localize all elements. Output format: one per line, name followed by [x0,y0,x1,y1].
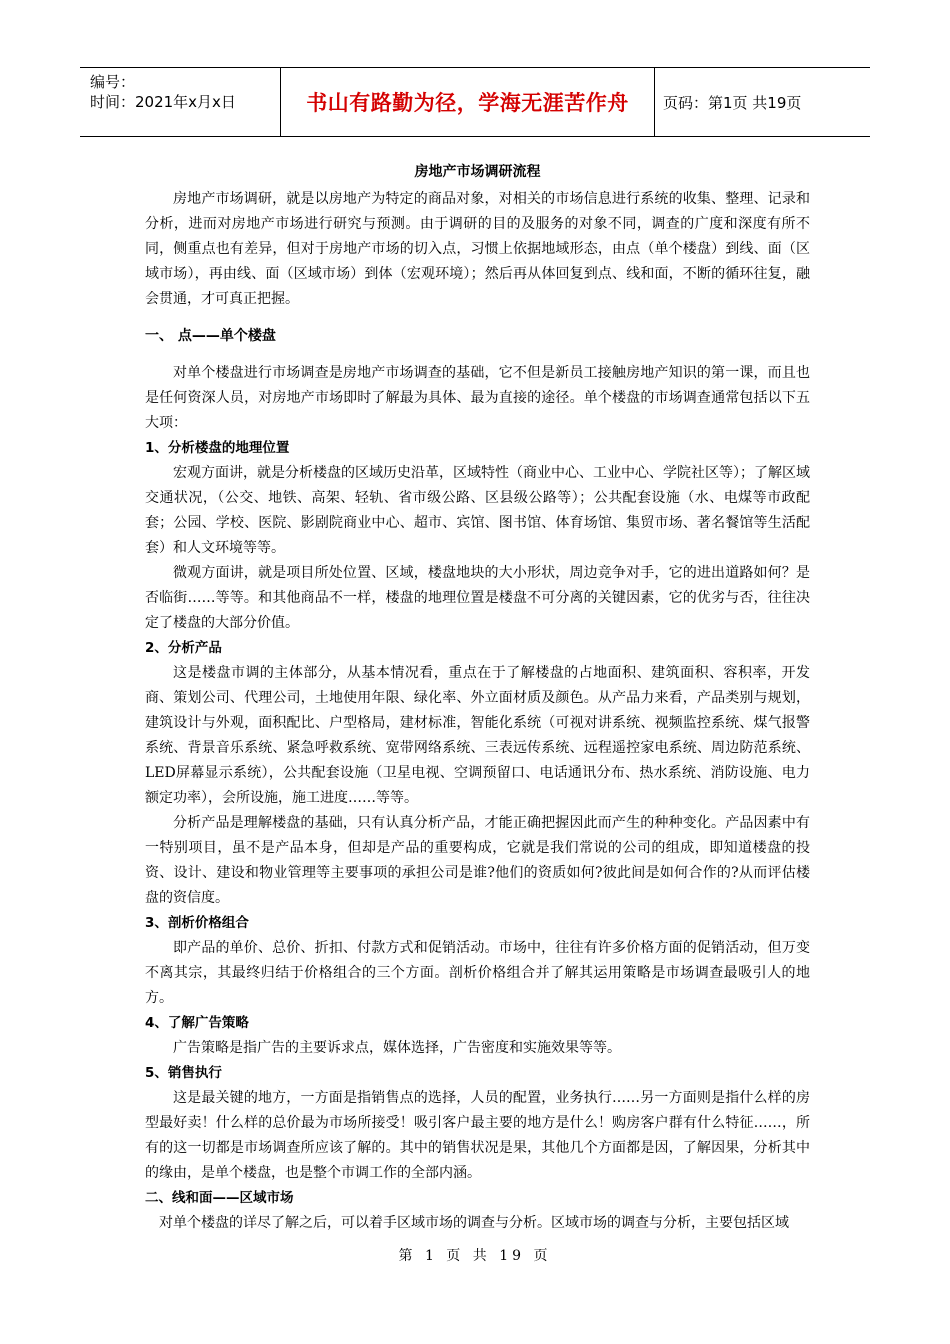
header-meta [80,68,280,136]
header-table [80,67,870,137]
page-info: 页码：第1页 共19页 [663,93,802,112]
document-body [145,160,810,1236]
header-page-info-cell [655,68,870,136]
header-motto-cell [280,68,655,136]
sub5-heading: 5、销售执行 [145,1065,222,1081]
intro-paragraph: 房地产市场调研，就是以房地产为特定的商品对象，对相关的市场信息进行系统的收集、整理、记录和分析，进而对房地产市场进行研究与预测。由于调研的目的及服务的对象不同，调查的广度和深度有所不同，侧重点也有差异，但对于房地产市场的切入点，习惯上依据地域形态，由点（单个楼盘）到线、面（区域市场），再由线、面（区域市场）到体（宏观环境）；然后再从体回复到点、线和面，不断的循环往复，融会贯通，才可真正把握。 [145,191,810,307]
section2-heading: 二、线和面——区域市场 [145,1190,294,1206]
motto: 书山有路勤为径，学海无涯苦作舟 [306,91,629,115]
sub2-paragraph-1: 这是楼盘市调的主体部分，从基本情况看，重点在于了解楼盘的占地面积、建筑面积、容积率，开发商、策划公司、代理公司，土地使用年限、绿化率、外立面材质及颜色。从产品力来看，产品类别与规划，建筑设计与外观，面积配比、户型格局，建材标准，智能化系统（可视对讲系统、视频监控系统、煤气报警系统、背景音乐系统、紧急呼救系统、宽带网络系统、三表远传系统、远程遥控家电系统、周边防范系统、LED屏幕显示系统），公共配套设施（卫星电视、空调预留口、电话通讯分布、热水系统、消防设施、电力额定功率），会所设施，施工进度……等等。 [145,665,810,806]
page-footer: 第 1 页 共 19 页 [398,1248,552,1264]
sub1-paragraph-2: 微观方面讲，就是项目所处位置、区域，楼盘地块的大小形状，周边竞争对手，它的进出道路如何？是否临街……等等。和其他商品不一样，楼盘的地理位置是楼盘不可分离的关键因素，它的优劣与否，往往决定了楼盘的大部分价值。 [145,565,810,631]
sub1-paragraph-1: 宏观方面讲，就是分析楼盘的区域历史沿革，区域特性（商业中心、工业中心、学院社区等）；了解区域交通状况，（公交、地铁、高架、轻轨、省市级公路、区县级公路等）；公共配套设施（水、电煤等市政配套；公园、学校、医院、影剧院商业中心、超市、宾馆、图书馆、体育场馆、集贸市场、著名餐馆等生活配套）和人文环境等等。 [145,465,810,556]
document-title: 房地产市场调研流程 [414,164,541,180]
sub4-heading: 4、了解广告策略 [145,1015,249,1031]
sub3-paragraph-1: 即产品的单价、总价、折扣、付款方式和促销活动。市场中，往往有许多价格方面的促销活动，但万变不离其宗，其最终归结于价格组合的三个方面。剖析价格组合并了解其运用策略是市场调查最吸引人的地方。 [145,940,810,1006]
section1-intro: 对单个楼盘进行市场调查是房地产市场调查的基础，它不但是新员工接触房地产知识的第一课，而且也是任何资深人员，对房地产市场即时了解最为具体、最为直接的途径。单个楼盘的市场调查通常包括以下五大项： [145,365,810,431]
section1-heading: 一、 点——单个楼盘 [145,328,276,344]
sub5-paragraph-1: 这是最关键的地方，一方面是指销售点的选择，人员的配置，业务执行……另一方面则是指什么样的房型最好卖！什么样的总价最为市场所接受！吸引客户最主要的地方是什么！购房客户群有什么特征……，所有的这一切都是市场调查所应该了解的。其中的销售状况是果，其他几个方面都是因，了解因果，分析其中的缘由，是单个楼盘，也是整个市调工作的全部内涵。 [145,1090,810,1181]
sub3-heading: 3、剖析价格组合 [145,915,249,931]
time-label: 时间：2021年x月x日 [90,93,236,111]
section2-paragraph-1: 对单个楼盘的详尽了解之后，可以着手区域市场的调查与分析。区域市场的调查与分析，主要包括区域 [159,1215,789,1231]
number-label: 编号： [90,73,136,91]
sub2-paragraph-2: 分析产品是理解楼盘的基础，只有认真分析产品，才能正确把握因此而产生的种种变化。产品因素中有一特别项目，虽不是产品本身，但却是产品的重要构成，它就是我们常说的公司的组成，即知道楼盘的投资、设计、建设和物业管理等主要事项的承担公司是谁?他们的资质如何?彼此间是如何合作的?从而评估楼盘的资信度。 [145,815,810,906]
sub1-heading: 1、分析楼盘的地理位置 [145,440,290,456]
sub4-paragraph-1: 广告策略是指广告的主要诉求点，媒体选择，广告密度和实施效果等等。 [173,1040,621,1056]
sub2-heading: 2、分析产品 [145,640,222,656]
